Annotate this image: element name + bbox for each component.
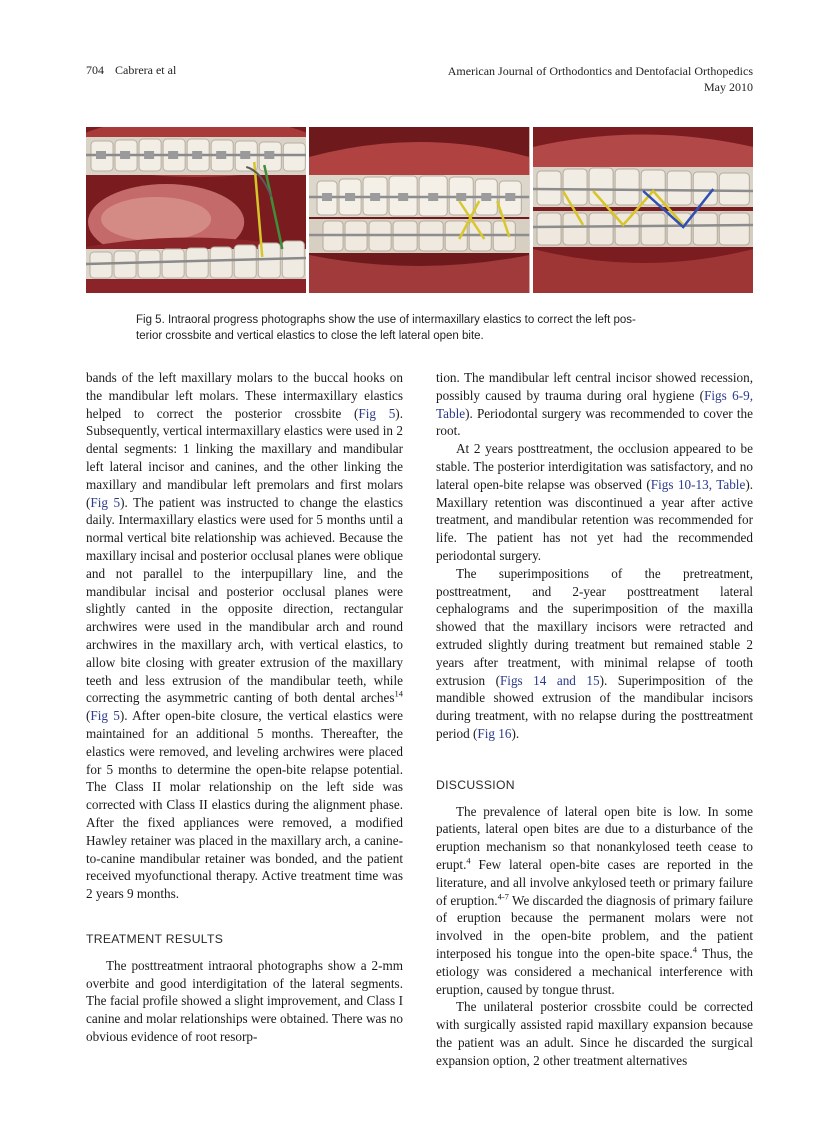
text-run: At 2 years posttreatment, the occlusion appeared to be stable. The posterior interdigitation was satisfactory, and no lateral open-bite relapse was observed (: [436, 441, 753, 492]
issue-date: May 2010: [704, 80, 753, 94]
author-line: Cabrera et al: [115, 63, 177, 77]
running-head-right: [448, 63, 753, 95]
section-heading-treatment-results: TREATMENT RESULTS: [86, 931, 224, 946]
figure-reference-link[interactable]: Figs 14 and 15: [499, 672, 600, 688]
text-run: We discarded the diagnosis of primary failure of eruption because the permanent molars were not involved in the open-bite problem, and the patient interposed his tongue into the open-bite space.: [436, 892, 754, 961]
paragraph: [436, 565, 753, 743]
text-run: Thus, the etiology was considered a mechanical interference with eruption, caused by tongue thrust.: [436, 945, 753, 997]
text-run: The superimpositions of the pretreatment, posttreatment, and 2-year posttreatment lateral cephalograms and the superimposition of the maxilla showed that the maxillary incisors were retracted and extruded slightly during treatment but remained stable 2 years after treatment, with minimal relapse of tooth extrusion (: [436, 565, 753, 688]
paragraph: [436, 803, 753, 999]
intraoral-photo-center: [309, 127, 529, 293]
figure-reference-link[interactable]: Fig 5: [90, 494, 121, 510]
text-run: ). Superimposition of the mandible showed extrusion of the mandibular incisors during treatment, with no relapse during the posttreatment period (: [436, 672, 753, 741]
figure-reference-link[interactable]: Figs 10-13, Table: [650, 476, 746, 492]
figure-reference-link[interactable]: Fig 16: [477, 725, 512, 741]
figure-reference-link[interactable]: Fig 5: [90, 708, 120, 724]
citation-superscript: 4: [466, 855, 471, 866]
figure-reference-link[interactable]: Figs 6-9, Table: [436, 387, 753, 421]
text-run: ). The patient was instructed to change the elastics daily. Intermaxillary elastics were used for 5 months until a normal vertical bite relationship was achieved. Because the maxillary incisal and posterior occlusal planes were oblique and not parallel to the interpupillary line, and the mandibular incisal and posterior occlusal planes were slightly canted in the opposite direction, rectangular archwires were used in the mandibular arch and round archwires in the maxillary arch, with vertical elastics, to allow bite closing with greater extrusion of the maxillary teeth and less extrusion of the mandibular teeth, while correcting the asymmetric canting of both dental arches: [86, 494, 403, 706]
right-column: [436, 369, 753, 1069]
text-run: Few lateral open-bite cases are reported in the literature, and all involve ankylosed teeth or primary failure of eruption.: [436, 856, 753, 908]
journal-title: American Journal of Orthodontics and Dentofacial Orthopedics: [447, 64, 753, 78]
page-number: 704: [86, 63, 104, 77]
figure-caption-line-2: terior crossbite and vertical elastics to close the left lateral open bite.: [136, 330, 484, 342]
figure-5-photos: [86, 127, 753, 293]
figure-caption-line-1: Fig 5. Intraoral progress photographs show the use of intermaxillary elastics to correct the left pos-: [136, 314, 636, 326]
text-run: (: [86, 708, 91, 724]
paragraph: The posttreatment intraoral photographs show a 2-mm overbite and good interdigitation of the lateral segments. The facial profile showed a slight improvement, and Class I canine and molar relationships were obtained. There was no obvious evidence of root resorp-: [86, 957, 403, 1044]
text-run: ). Maxillary retention was discontinued a year after active treatment, and mandibular retention was recommended for life. The patient has not yet had the recommended periodontal surgery.: [436, 476, 754, 563]
text-run: ). Periodontal surgery was recommended to cover the root.: [436, 405, 753, 439]
left-column: [86, 369, 403, 1046]
text-run: ). After open-bite closure, the vertical elastics were maintained for an additional 5 months. Thereafter, the elastics were removed, and leveling archwires were placed for 5 months to determine the open-bite relapse potential. The Class II molar relationship on the left side was corrected with Class II elastics during the alignment phase. After the fixed appliances were removed, a modified Hawley retainer was placed in the maxillary arch, a canine-to-canine mandibular retainer was bonded, and the patient received myofunctional therapy. Active treatment time was 2 years 9 months.: [86, 708, 403, 902]
intraoral-photo-left: [86, 127, 306, 293]
text-run: bands of the left maxillary molars to the buccal hooks on the mandibular left molars. These intermaxillary elastics helped to correct the posterior crossbite (: [86, 370, 403, 421]
citation-superscript: 14: [394, 688, 403, 699]
paragraph: [436, 440, 753, 565]
text-run: tion. The mandibular left central incisor showed recession, possibly caused by trauma during oral hygiene (: [436, 370, 753, 403]
paragraph: [86, 369, 403, 903]
citation-superscript: 4-7: [497, 891, 509, 902]
section-heading-discussion: DISCUSSION: [436, 777, 515, 792]
figure-caption: [136, 312, 716, 344]
figure-reference-link[interactable]: Fig 5: [358, 405, 396, 421]
text-run: ).: [511, 725, 520, 741]
paragraph: The unilateral posterior crossbite could be corrected with surgically assisted rapid maxillary expansion because the patient was an adult. Since he discarded the surgical expansion option, 2 other treatment alternatives: [436, 999, 753, 1068]
citation-superscript: 4: [692, 944, 697, 955]
running-head-left: [86, 63, 176, 78]
paragraph: [436, 369, 753, 440]
intraoral-photo-right: [533, 127, 753, 293]
text-run: The prevalence of lateral open bite is low. In some patients, lateral open bites are due to a disturbance of the eruption mechanism so that nonankylosed teeth cease to erupt.: [436, 803, 753, 872]
text-run: ). Subsequently, vertical intermaxillary elastics were used in 2 dental segments: 1 linking the maxillary and mandibular left lateral incisor and canines, and the other linking the maxillary and mandibular left premolars and first molars (: [86, 405, 403, 510]
